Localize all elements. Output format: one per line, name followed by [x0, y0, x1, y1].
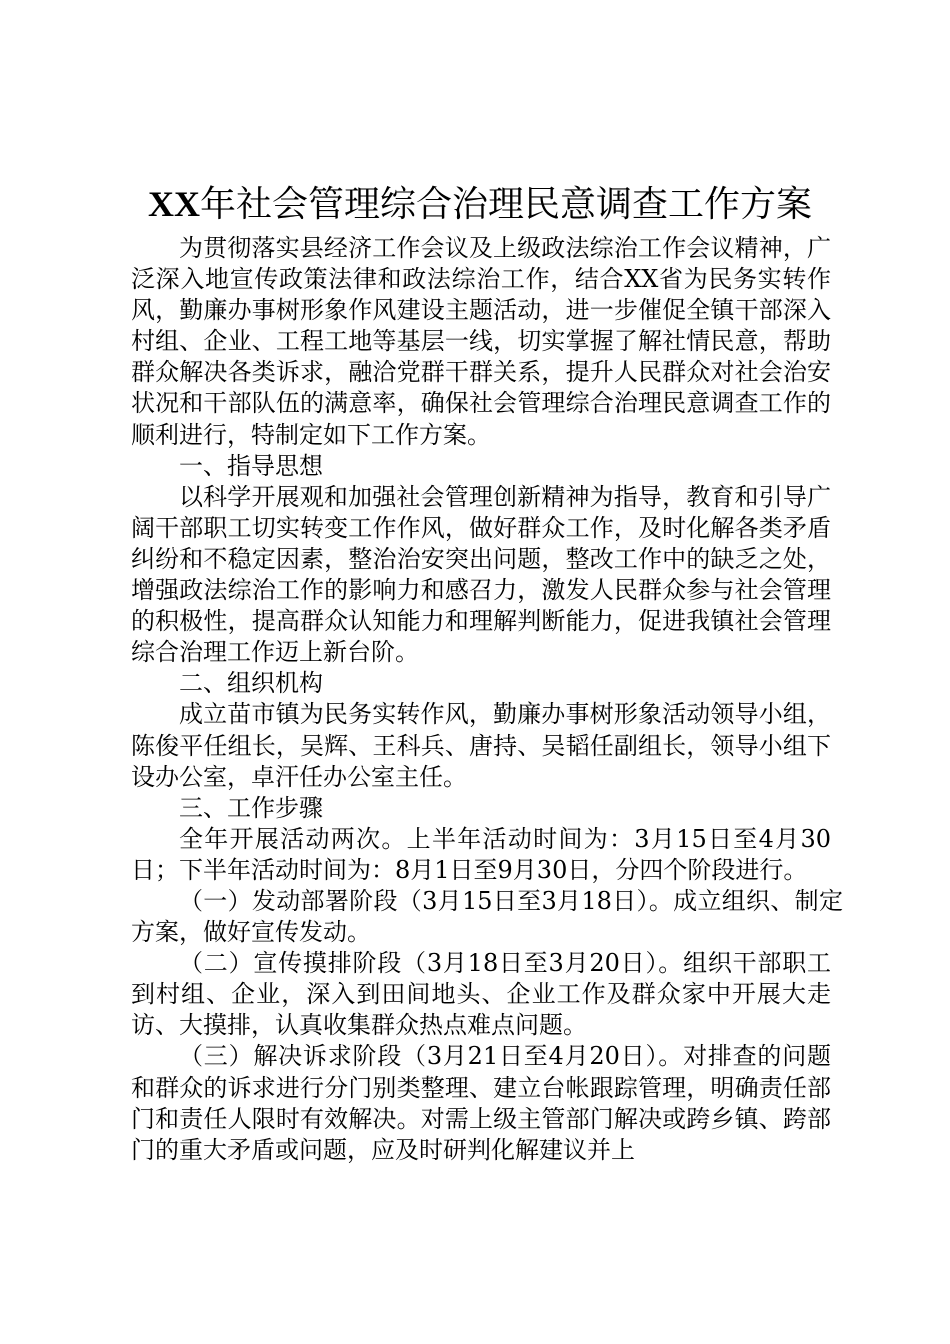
section-paragraph-guiding-ideology: 以科学开展观和加强社会管理创新精神为指导，教育和引导广阔干部职工切实转变工作作风，做好群众工作，及时化解各类矛盾纠纷和不稳定因素，整治治安突出问题，整改工作中的缺乏之处，增强政法综治工作的影响力和感召力，激发人民群众参与社会管理的积极性，提高群众认知能力和理解判断能力，促进我镇社会管理综合治理工作迈上新台阶。 — [131, 482, 831, 667]
stage-paragraph-publicity: （二）宣传摸排阶段（3月18日至3月20日）。组织干部职工到村组、企业，深入到田间地头、企业工作及群众家中开展大走访、大摸排，认真收集群众热点难点问题。 — [131, 949, 831, 1040]
section-heading-organization: 二、组织机构 — [179, 669, 323, 698]
document-body — [131, 233, 843, 1166]
section-paragraph-work-steps: 全年开展活动两次。上半年活动时间为：3月15日至4月30日；下半年活动时间为：8月1日至9月30日，分四个阶段进行。 — [131, 824, 831, 884]
stage-paragraph-resolution: （三）解决诉求阶段（3月21日至4月20日）。对排查的问题和群众的诉求进行分门别类整理、建立台帐跟踪管理，明确责任部门和责任人限时有效解决。对需上级主管部门解决或跨乡镇、跨部门的重大矛盾或问题，应及时研判化解建议并上 — [131, 1042, 831, 1164]
section-paragraph-organization: 成立苗市镇为民务实转作风，勤廉办事树形象活动领导小组，陈俊平任组长，吴辉、王科兵、唐持、吴韬任副组长，领导小组下设办公室，卓汗任办公室主任。 — [131, 700, 831, 791]
document-title-prefix: XX — [147, 184, 200, 224]
section-heading-work-steps: 三、工作步骤 — [179, 793, 323, 822]
document-title — [90, 180, 870, 229]
stage-paragraph-mobilization: （一）发动部署阶段（3月15日至3月18日）。成立组织、制定方案，做好宣传发动。 — [131, 886, 843, 947]
section-heading-guiding-ideology: 一、指导思想 — [179, 451, 323, 480]
document-title-text: 年社会管理综合治理民意调查工作方案 — [199, 184, 812, 225]
intro-paragraph: 为贯彻落实县经济工作会议及上级政法综治工作会议精神，广泛深入地宣传政策法律和政法综治工作，结合XX省为民务实转作风，勤廉办事树形象作风建设主题活动，进一步催促全镇干部深入村组、企业、工程工地等基层一线，切实掌握了解社情民意，帮助群众解决各类诉求，融洽党群干群关系，提升人民群众对社会治安状况和干部队伍的满意率，确保社会管理综合治理民意调查工作的顺利进行，特制定如下工作方案。 — [131, 234, 831, 449]
